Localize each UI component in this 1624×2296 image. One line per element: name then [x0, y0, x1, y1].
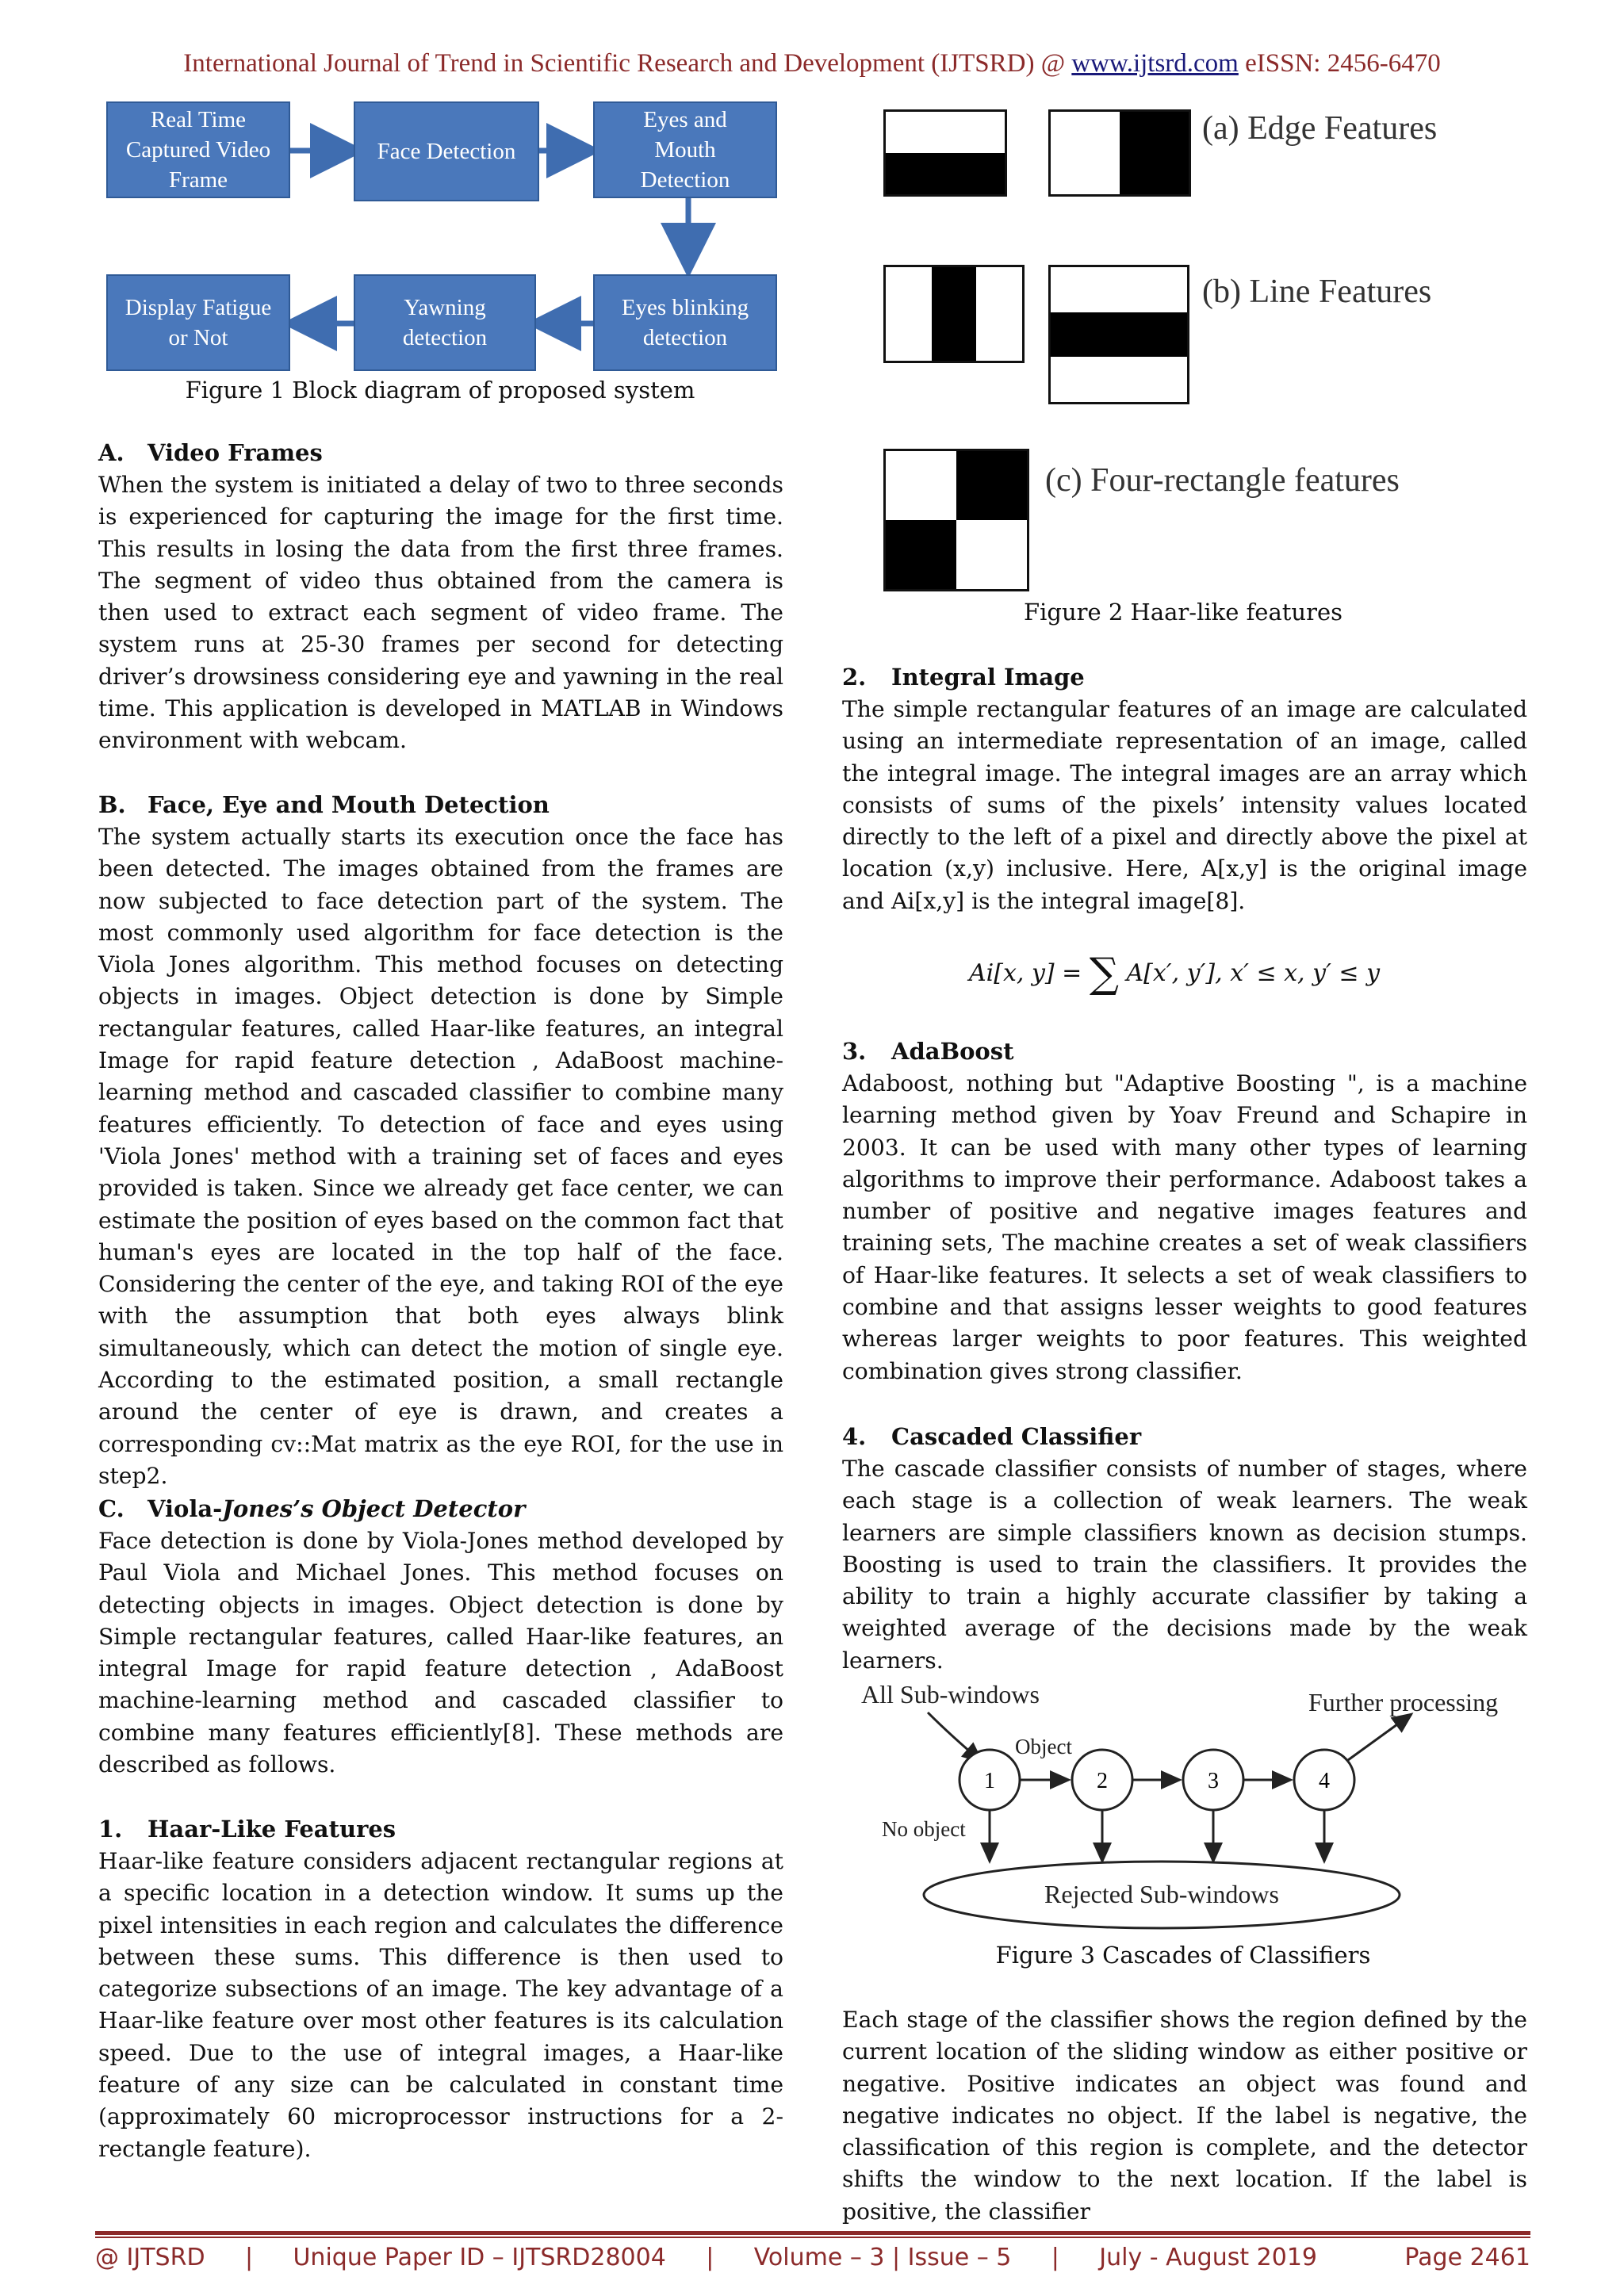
- box-display-fatigue: Display Fatigue or Not: [106, 274, 290, 371]
- footer-publisher: @ IJTSRD: [95, 2244, 205, 2271]
- footer-separator: |: [1051, 2244, 1059, 2271]
- label-object: Object: [1015, 1735, 1072, 1758]
- formula-right: A[x′, y′], x′ ≤ x, y′ ≤ y: [1118, 959, 1381, 987]
- section-4-number: 4.: [842, 1423, 867, 1450]
- label-line-features: (b) Line Features: [1202, 274, 1432, 310]
- integral-formula: [969, 950, 1380, 997]
- section-4-text: The cascade classifier consists of number of stages, where each stage is a collection of weak learners. The weak learners are simple classifiers known as decision stumps. Boosting is used to train the classifiers. It provides the ability to train a highly accurate classifier by taking a weighted average of the decisions made by the weak learners.: [842, 1456, 1527, 1674]
- figure3-cascade-diagram: [841, 1665, 1554, 1942]
- section-b-text: The system actually starts its execution once the face has been detected. The images obtained from the frames are now subjected to face detection part of the system. The most commonly used algorithm for face detection is the Viola Jones algorithm. This method focuses on detecting objects in images. Object detection is done by Simple rectangular features, called Haar-like features, an integral Image for rapid feature detection , AdaBoost machine-learning method and cascaded classifier to combine many features efficiently. To detection of face and eyes using 'Viola Jones' method with a training set of faces and eyes provided is taken. Since we already get face center, we can estimate the position of eyes based on the common fact that human's eyes are located in the top half of the face. Considering the center of the eye, and taking ROI of the eye with the assumption that both eyes always blink simultaneously, which can detect the motion of single eye. According to the estimated position, a small rectangle around the center of eye is drawn, and creates a corresponding cv::Mat matrix as the eye ROI, for the use in step2.: [98, 824, 783, 1489]
- cascade-node-3: [1183, 1750, 1243, 1810]
- footer-volume-issue: Volume – 3 | Issue – 5: [753, 2244, 1012, 2271]
- svg-text:4: 4: [1319, 1769, 1330, 1793]
- footer-date: July - August 2019: [1099, 2244, 1318, 2271]
- section-c-number: C.: [98, 1495, 124, 1522]
- section-2-title: Integral Image: [891, 664, 1085, 691]
- section-a-text: When the system is initiated a delay of two to three seconds is experienced for capturing the image for the first time. This results in losing the data from the first three frames. The segment of video thus obtained from the camera is then used to extract each segment of video frame. The system runs at 25-30 frames per second for detecting driver’s drowsiness considering eye and yawning in the real time. This application is developed in MATLAB in Windows environment with webcam.: [98, 472, 783, 754]
- section-1-title: Haar-Like Features: [147, 1816, 396, 1843]
- cascade-node-4: [1294, 1750, 1354, 1810]
- box-eyes-mouth-detection: Eyes and Mouth Detection: [593, 101, 777, 198]
- section-2-text: The simple rectangular features of an image are calculated using an intermediate representation of an image, called the integral image. The integral images are an array which consists of sums of the pixels’ intensity values located directly to the left of a pixel and directly above the pixel at location (x,y) inclusive. Here, A[x,y] is the original image and Ai[x,y] is the integral image[8].: [842, 696, 1527, 914]
- svg-text:3: 3: [1208, 1769, 1219, 1793]
- footer-paper-id: Unique Paper ID – IJTSRD28004: [293, 2244, 666, 2271]
- footer-rule-thick: [95, 2231, 1530, 2235]
- section-1-heading: [98, 1813, 396, 1845]
- haar-line-vertical: [883, 265, 1025, 363]
- page-footer: [95, 2244, 1530, 2271]
- haar-edge-horizontal: [883, 109, 1007, 197]
- figure1-caption: Figure 1 Block diagram of proposed system: [185, 377, 695, 404]
- journal-url-link[interactable]: www.ijtsrd.com: [1071, 49, 1239, 78]
- section-b-heading: [98, 789, 550, 821]
- section-3-number: 3.: [842, 1038, 867, 1065]
- footer-rule-thin: [95, 2237, 1530, 2238]
- footer-separator: |: [244, 2244, 254, 2271]
- section-2-number: 2.: [842, 664, 867, 691]
- section-1-text: Haar-like feature considers adjacent rectangular regions at a specific location in a detection window. It sums up the pixel intensities in each region and calculates the difference between these sums. This difference is then used to categorize subsections of an image. The key advantage of a Haar-like feature over most other features is its calculation speed. Due to the use of integral images, a Haar-like feature of any size can be calculated in constant time (approximately 60 microprocessor instructions for a 2-rectangle feature).: [98, 1848, 783, 2162]
- section-b-number: B.: [98, 791, 126, 818]
- journal-name: International Journal of Trend in Scientific Research and Development (IJTSRD) @: [183, 49, 1072, 78]
- section-c-text: Face detection is done by Viola-Jones method developed by Paul Viola and Michael Jones. This method focuses on detecting objects in images. Object detection is done by Simple rectangular features, called Haar-like features, an integral Image for rapid feature detection , AdaBoost machine-learning method and cascaded classifier to combine many features efficiently[8]. These methods are described as follows.: [98, 1528, 783, 1778]
- svg-text:2: 2: [1097, 1769, 1108, 1793]
- label-all-subwindows: All Sub-windows: [861, 1680, 1040, 1709]
- figure2-caption: Figure 2 Haar-like features: [1023, 599, 1342, 626]
- section-c-title-italic: Jones’s Object Detector: [222, 1495, 526, 1522]
- box-real-time-video: Real Time Captured Video Frame: [106, 101, 290, 198]
- section-4-continued-text: Each stage of the classifier shows the region defined by the current location of the sliding window as either positive or negative. Positive indicates an object was found and negative indicates no object. If the label is negative, the classification of this region is complete, and the detector shifts the window to the next location. If the label is positive, the classifier: [842, 2007, 1527, 2225]
- section-c-title: Viola-: [147, 1495, 223, 1522]
- section-a-number: A.: [98, 439, 124, 466]
- section-1-number: 1.: [98, 1816, 123, 1843]
- label-rejected-subwindows: Rejected Sub-windows: [1044, 1880, 1279, 1908]
- section-b-title: Face, Eye and Mouth Detection: [147, 791, 550, 818]
- section-4-title: Cascaded Classifier: [891, 1423, 1142, 1450]
- section-c-heading: [98, 1493, 525, 1525]
- section-3-text: Adaboost, nothing but "Adaptive Boosting ", is a machine learning method given by Yoav Freund and Schapire in 2003. It can be used with many other types of learning algorithms to improve their performance. Adaboost takes a number of positive and negative images features and training sets, The machine creates a set of weak classifiers of Haar-like features. It selects a set of weak classifiers to combine and that assigns lesser weights to good features whereas larger weights to poor features. This weighted combination gives strong classifier.: [842, 1070, 1527, 1384]
- section-2-heading: [842, 661, 1085, 693]
- label-edge-features: (a) Edge Features: [1202, 110, 1438, 147]
- label-four-rectangle: (c) Four-rectangle features: [1045, 462, 1400, 499]
- section-3-title: AdaBoost: [891, 1038, 1014, 1065]
- haar-edge-vertical: [1048, 109, 1191, 197]
- section-3-heading: [842, 1035, 1014, 1067]
- formula-sum: ∑: [1089, 950, 1119, 997]
- cascade-node-1: [959, 1750, 1020, 1810]
- box-face-detection: Face Detection: [354, 101, 539, 201]
- formula-left: Ai[x, y] =: [969, 959, 1090, 987]
- footer-page-number: Page 2461: [1404, 2244, 1530, 2271]
- section-a-title: Video Frames: [147, 439, 323, 466]
- label-no-object: No object: [882, 1817, 966, 1841]
- label-further-processing: Further processing: [1308, 1688, 1499, 1716]
- cascade-node-2: [1072, 1750, 1132, 1810]
- haar-four-rectangle: [883, 449, 1029, 591]
- issn: eISSN: 2456-6470: [1238, 49, 1441, 78]
- box-yawning: Yawning detection: [354, 274, 536, 371]
- figure3-caption: Figure 3 Cascades of Classifiers: [995, 1942, 1371, 1969]
- footer-separator: |: [706, 2244, 714, 2271]
- section-a-heading: [98, 437, 323, 469]
- haar-line-horizontal: [1048, 265, 1189, 404]
- svg-text:1: 1: [984, 1769, 995, 1793]
- section-4-heading: [842, 1421, 1141, 1452]
- box-eyes-blinking: Eyes blinking detection: [593, 274, 777, 371]
